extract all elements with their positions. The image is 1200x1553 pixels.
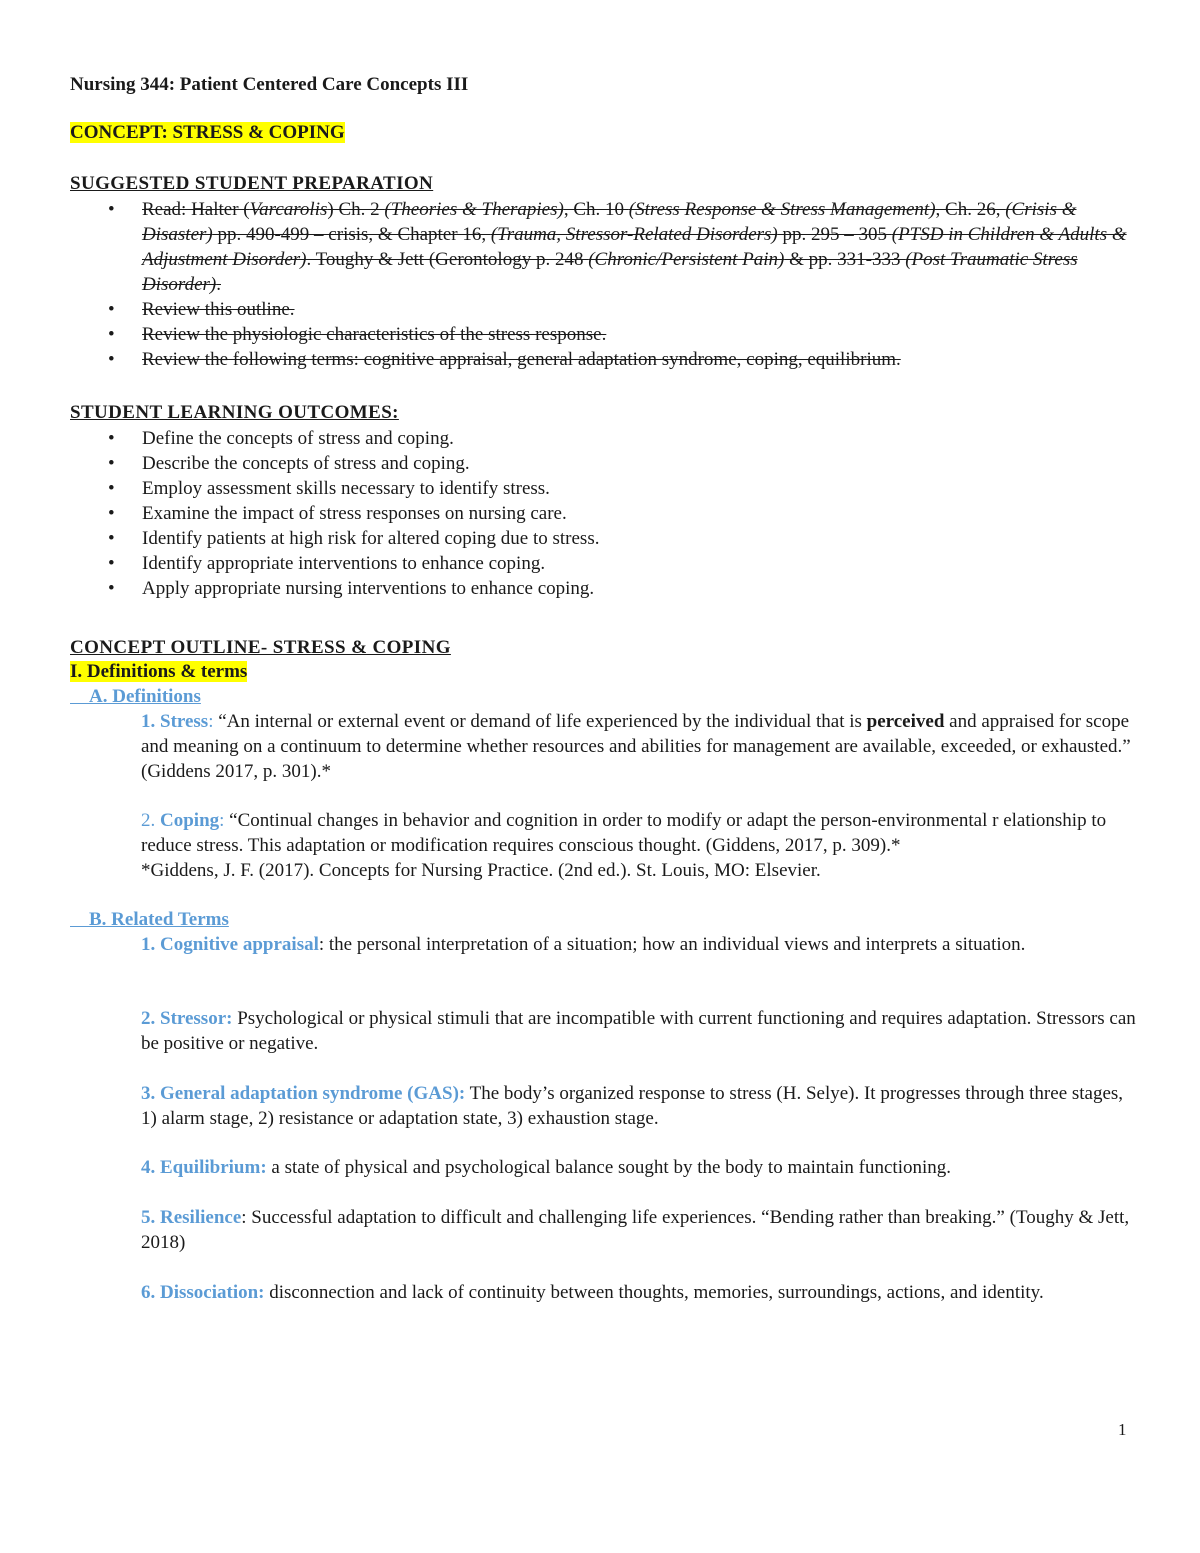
bullet-icon: •: [108, 199, 115, 220]
bullet-icon: •: [108, 553, 115, 574]
list-item: • Identify patients at high risk for altered coping due to stress.: [108, 528, 600, 549]
term-dissociation: 6. Dissociation: disconnection and lack of continuity between thoughts, memories, surroundings, actions, and identity.: [141, 1282, 1044, 1303]
definition-stress: 1. Stress: “An internal or external event or demand of life experienced by the individual that is perceived and appraised for scope and meaning on a continuum to determine whether resources and abilities for management are available, exceeded, or exhausted.” (Giddens 2017, p. 301).*: [141, 711, 1131, 782]
preparation-heading: SUGGESTED STUDENT PREPARATION: [70, 173, 434, 194]
section-definitions-terms: I. Definitions & terms: [70, 661, 248, 682]
term-cognitive-appraisal: 1. Cognitive appraisal: the personal interpretation of a situation; how an individual views and interprets a situation.: [141, 934, 1026, 955]
list-item: • Examine the impact of stress responses on nursing care.: [108, 503, 567, 524]
bullet-icon: •: [108, 503, 115, 524]
citation-giddens: *Giddens, J. F. (2017). Concepts for Nursing Practice. (2nd ed.). St. Louis, MO: Elsevier.: [141, 860, 821, 881]
subsection-related-terms: B. Related Terms: [89, 909, 229, 930]
term-gas: 3. General adaptation syndrome (GAS): The body’s organized response to stress (H. Selye). It progresses through three stages, 1) alarm stage, 2) resistance or adaptation state, 3) exhaustion stage.: [141, 1083, 1124, 1129]
outcomes-list: [70, 426, 1130, 601]
concept-heading: [70, 120, 1130, 145]
term-stressor: 2. Stressor: Psychological or physical stimuli that are incompatible with current functioning and requires adaptation. Stressors can be positive or negative.: [141, 1008, 1136, 1054]
list-item: • Apply appropriate nursing interventions to enhance coping.: [108, 578, 595, 599]
preparation-list: [70, 197, 1130, 372]
list-item: • Identify appropriate interventions to enhance coping.: [108, 553, 546, 574]
page-number: 1: [1118, 1420, 1127, 1439]
list-item: • Review the physiologic characteristics of the stress response.: [108, 324, 607, 345]
bullet-icon: •: [108, 324, 115, 345]
term-equilibrium: 4. Equilibrium: a state of physical and psychological balance sought by the body to maintain functioning.: [141, 1157, 952, 1178]
definition-coping: 2. Coping: “Continual changes in behavior and cognition in order to modify or adapt the person-environmental r elationship to reduce stress. This adaptation or modification requires conscious thought. (Giddens, 2017, p. 309).*: [141, 810, 1107, 856]
bullet-icon: •: [108, 528, 115, 549]
list-item: • Describe the concepts of stress and coping.: [108, 453, 470, 474]
bullet-icon: •: [108, 349, 115, 370]
subsection-definitions: A. Definitions: [89, 686, 201, 707]
bullet-icon: •: [108, 453, 115, 474]
bullet-icon: •: [108, 428, 115, 449]
list-item: • Define the concepts of stress and coping.: [108, 428, 454, 449]
list-item: • Employ assessment skills necessary to identify stress.: [108, 478, 550, 499]
bullet-icon: •: [108, 578, 115, 599]
document-title: Nursing 344: Patient Centered Care Concepts III: [70, 74, 469, 95]
bullet-icon: •: [108, 478, 115, 499]
outline-heading: CONCEPT OUTLINE- STRESS & COPING: [70, 637, 451, 658]
outcomes-heading: STUDENT LEARNING OUTCOMES:: [70, 402, 399, 423]
list-item: • Read: Halter (Varcarolis) Ch. 2 (Theories & Therapies), Ch. 10 (Stress Response & Stress Management), Ch. 26, (Crisis & Disaster) pp. 490-499 – crisis, & Chapter 16, (Trauma, Stressor-Related Disorders) pp. 295 – 305 (PTSD in Children & Adults & Adjustment Disorder). Toughy & Jett (Gerontology p. 248 (Chronic/Persistent Pain) & pp. 331-333 (Post Traumatic Stress Disorder).: [108, 199, 1127, 295]
term-resilience: 5. Resilience: Successful adaptation to difficult and challenging life experiences. “Bending rather than breaking.” (Toughy & Jett, 2018): [141, 1207, 1130, 1253]
concept-heading-text: CONCEPT: STRESS & COPING: [70, 122, 345, 143]
bullet-icon: •: [108, 299, 115, 320]
list-item: • Review the following terms: cognitive appraisal, general adaptation syndrome, coping, equilibrium.: [108, 349, 901, 370]
list-item: • Review this outline.: [108, 299, 295, 320]
